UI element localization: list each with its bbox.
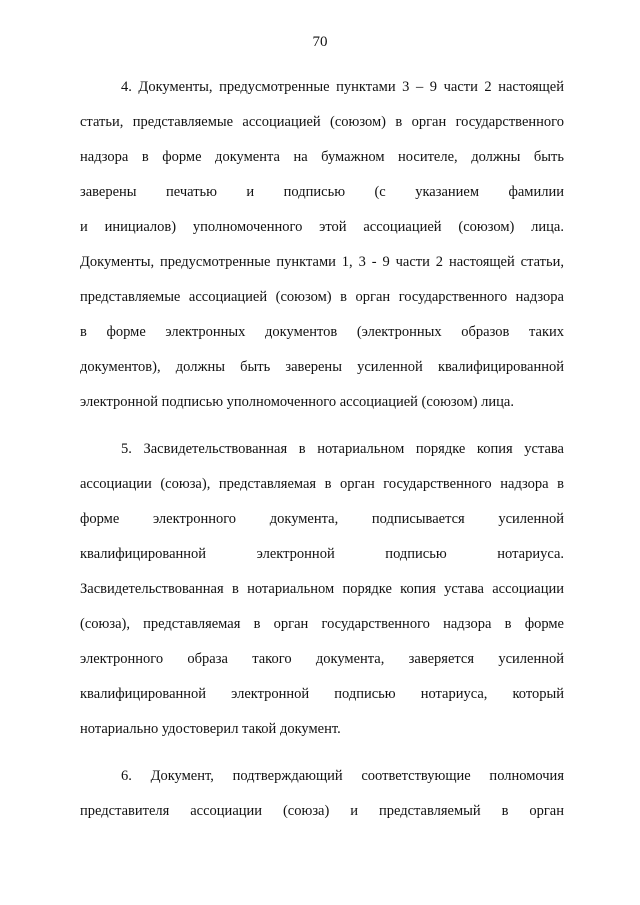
paragraph-line: Засвидетельствованная в нотариальном порядке копия устава ассоциации — [80, 581, 564, 597]
paragraph-line: и инициалов) уполномоченного этой ассоциацией (союзом) лица. — [80, 219, 564, 235]
document-body — [80, 70, 564, 829]
paragraph-line: надзора в форме документа на бумажном носителе, должны быть — [80, 149, 564, 165]
paragraph-line: квалифицированной электронной подписью нотариуса. — [80, 546, 564, 562]
paragraph-gap — [80, 420, 564, 432]
paragraph-line: Документы, предусмотренные пунктами 1, 3 - 9 части 2 настоящей статьи, — [80, 254, 564, 270]
paragraph-line: форме электронного документа, подписывается усиленной — [80, 511, 564, 527]
paragraph-line: документов), должны быть заверены усиленной квалифицированной — [80, 359, 564, 375]
paragraph-5 — [80, 432, 564, 747]
paragraph-line: электронного образа такого документа, заверяется усиленной — [80, 651, 564, 667]
paragraph-line: статьи, представляемые ассоциацией (союзом) в орган государственного — [80, 114, 564, 130]
paragraph-4 — [80, 70, 564, 420]
paragraph-line: ассоциации (союза), представляемая в орган государственного надзора в — [80, 476, 564, 492]
paragraph-line: 6. Документ, подтверждающий соответствующие полномочия — [121, 768, 564, 784]
page-number: 70 — [312, 34, 328, 50]
paragraph-line: заверены печатью и подписью (с указанием фамилии — [80, 184, 564, 200]
paragraph-line: квалифицированной электронной подписью нотариуса, который — [80, 686, 564, 702]
paragraph-6 — [80, 759, 564, 829]
paragraph-line: 5. Засвидетельствованная в нотариальном порядке копия устава — [121, 441, 564, 457]
paragraph-line: 4. Документы, предусмотренные пунктами 3 – 9 части 2 настоящей — [121, 79, 564, 95]
paragraph-line: в форме электронных документов (электронных образов таких — [80, 324, 564, 340]
paragraph-line: электронной подписью уполномоченного ассоциацией (союзом) лица. — [80, 394, 514, 410]
paragraph-line: (союза), представляемая в орган государственного надзора в форме — [80, 616, 564, 632]
paragraph-line: представителя ассоциации (союза) и представляемый в орган — [80, 803, 564, 819]
paragraph-gap — [80, 747, 564, 759]
paragraph-line: нотариально удостоверил такой документ. — [80, 721, 341, 737]
paragraph-line: представляемые ассоциацией (союзом) в орган государственного надзора — [80, 289, 564, 305]
